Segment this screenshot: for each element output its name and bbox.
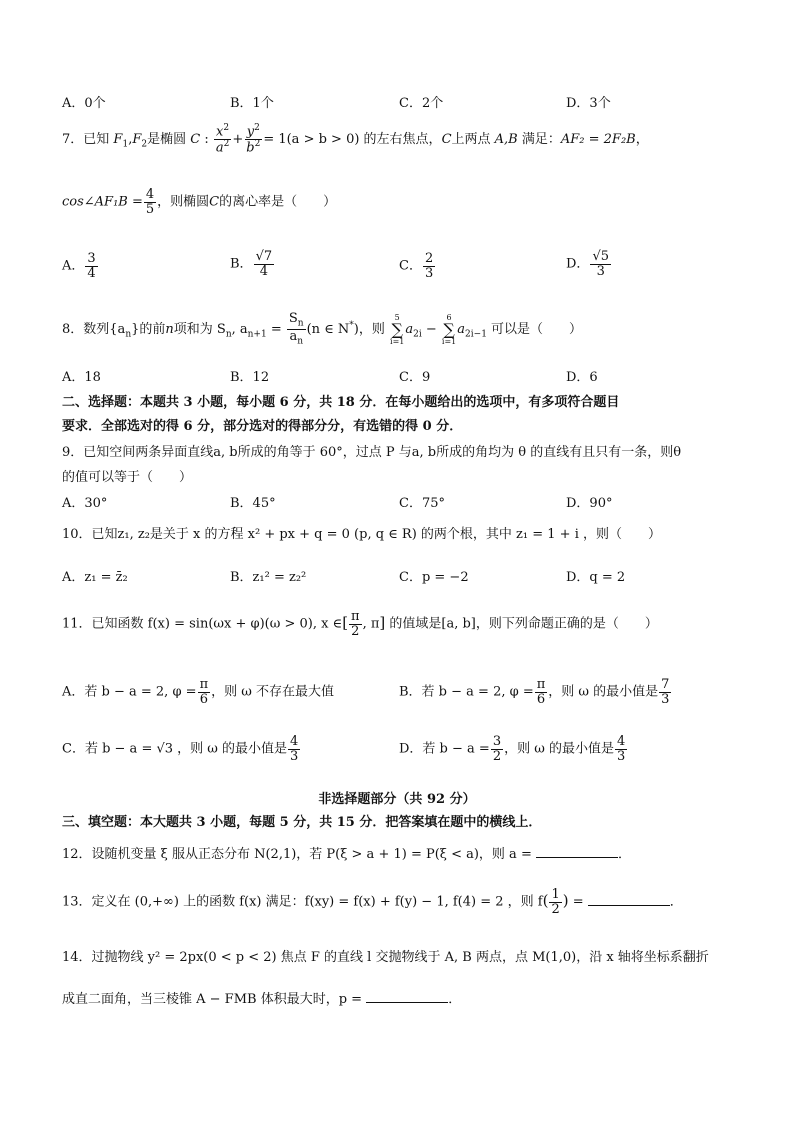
q9-option-c: C．75° xyxy=(399,496,445,511)
q12-answer-blank[interactable] xyxy=(536,845,618,858)
q8-option-b: B．12 xyxy=(230,370,270,385)
q7-option-a: A． $\frac{3}{4}$ xyxy=(62,251,96,281)
q13-answer-blank[interactable] xyxy=(588,893,670,906)
question-7-line-1: 7．已知 $F_1,F_2$是椭圆 C : $\frac{x^2}{a^2}$ + $\frac{y^2}{b^2}$ = 1(a > b > 0) 的左右焦点，C上两点 A,B 满足：AF₂ = 2F₂B， xyxy=(62,123,649,156)
q8-option-d: D．6 xyxy=(566,370,598,385)
q10-option-b: B．z₁² = z₂² xyxy=(230,570,307,585)
q11-option-d: D．若 b − a = $\frac{3}{2}$ ，则 ω 的最小值是 $\frac{4}{3}$ xyxy=(399,734,626,764)
part-2-heading: 非选择题部分（共 92 分） xyxy=(318,792,476,807)
question-11: 11．已知函数 f(x) = sin(ωx + φ)(ω > 0), x ∈[ $\frac{\pi}{2}$ , π] 的值域是[a, b]，则下列命题正确的是（ ） xyxy=(62,609,658,639)
q11-option-c: C．若 b − a = √3 ，则 ω 的最小值是 $\frac{4}{3}$ xyxy=(62,734,299,764)
question-9-line-1: 9．已知空间两条异面直线a, b所成的角等于 60°，过点 P 与a, b所成的角均为 θ 的直线有且只有一条，则θ xyxy=(62,445,682,460)
q10-option-c: C．p = −2 xyxy=(399,570,469,585)
question-12: 12．设随机变量 ξ 服从正态分布 N(2,1)，若 P(ξ > a + 1) = P(ξ < a)，则 a = ． xyxy=(62,847,631,862)
question-14-line-2: 成直二面角，当三棱锥 A − FMB 体积最大时，p = ． xyxy=(62,992,462,1007)
q6-option-d: D．3个 xyxy=(566,96,611,111)
section-3-heading: 三、填空题：本大题共 3 小题，每题 5 分，共 15 分．把答案填在题中的横线上． xyxy=(62,815,542,830)
question-10: 10．已知z₁, z₂是关于 x 的方程 x² + px + q = 0 (p, q ∈ R) 的两个根，其中 z₁ = 1 + i ，则（ ） xyxy=(62,527,661,542)
question-13: 13．定义在 (0,+∞) 上的函数 f(x) 满足：f(xy) = f(x) + f(y) − 1, f(4) = 2 ，则 f( $\frac{1}{2}$ ) = ． xyxy=(62,887,683,917)
section-2-heading-line-2: 要求．全部选对的得 6 分，部分选对的得部分分，有选错的得 0 分． xyxy=(62,419,463,434)
q7-option-c: C． $\frac{2}{3}$ xyxy=(399,251,434,281)
question-8: 8．数列$\{a_n\}$的前n项和为 $S_n$, $a_{n+1}$ = $\frac{S_n}{a_n}$ (n ∈ N*)，则 5 ∑ i=1 $a_{2i}$ − 6 ∑ i=1 $a_{2i-1}$ 可以是（ ） xyxy=(62,311,583,347)
q11-option-a: A．若 b − a = 2, φ = $\frac{\pi}{6}$ ，则 ω 不存在最大值 xyxy=(62,677,334,707)
q11-option-b: B．若 b − a = 2, φ = $\frac{\pi}{6}$ ，则 ω 的最小值是 $\frac{7}{3}$ xyxy=(399,677,670,707)
q9-option-a: A．30° xyxy=(62,496,108,511)
q10-option-d: D．q = 2 xyxy=(566,570,626,585)
section-2-heading-line-1: 二、选择题：本题共 3 小题，每小题 6 分，共 18 分．在每小题给出的选项中，有多项符合题目 xyxy=(62,395,620,410)
q14-answer-blank[interactable] xyxy=(366,990,448,1003)
q9-option-d: D．90° xyxy=(566,496,613,511)
q7-option-d: D． $\frac{√5}{3}$ xyxy=(566,249,609,279)
question-7-line-2: cos∠AF₁B = $\frac{4}{5}$ ，则椭圆C的离心率是（ ） xyxy=(62,187,337,217)
q7-option-b: B． $\frac{√7}{4}$ xyxy=(230,249,273,279)
q8-option-a: A．18 xyxy=(62,370,101,385)
q8-option-c: C．9 xyxy=(399,370,431,385)
q9-option-b: B．45° xyxy=(230,496,276,511)
question-14-line-1: 14．过抛物线 y² = 2px(0 < p < 2) 焦点 F 的直线 l 交抛物线于 A, B 两点，点 M(1,0)，沿 x 轴将坐标系翻折 xyxy=(62,950,709,965)
q6-option-b: B．1个 xyxy=(230,96,274,111)
question-9-line-2: 的值可以等于（ ） xyxy=(62,470,193,485)
q10-option-a: A．z₁ = z̄₂ xyxy=(62,570,128,585)
q6-option-c: C．2个 xyxy=(399,96,444,111)
q6-option-a: A．0个 xyxy=(62,96,106,111)
